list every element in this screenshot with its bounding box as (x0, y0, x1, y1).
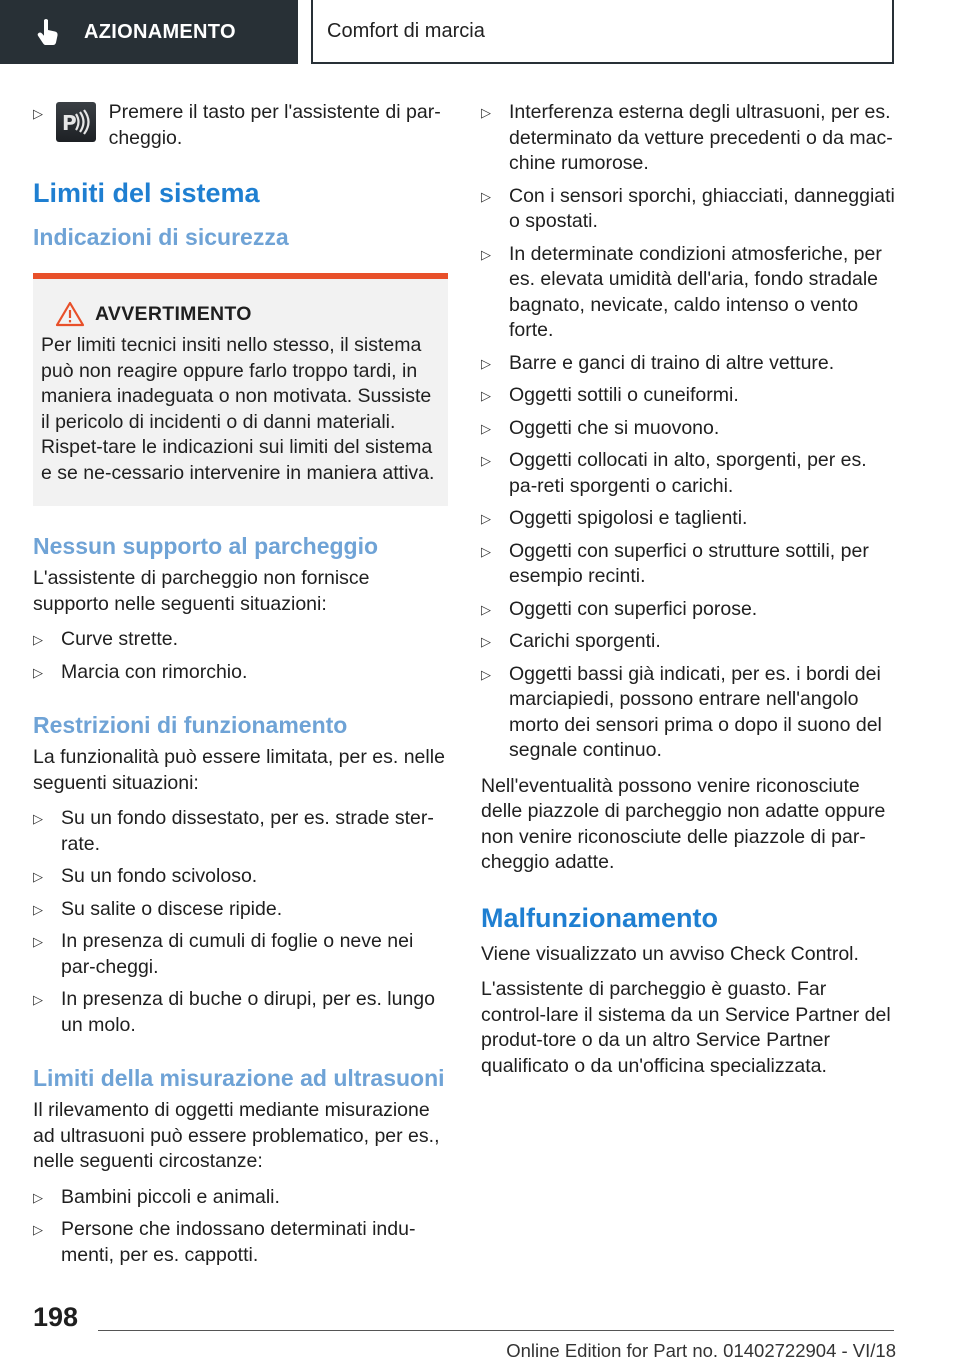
list-item: ▷ Oggetti collocati in alto, sporgenti, per es. pa-reti sporgenti o carichi. (481, 449, 867, 497)
ultrasound-list (33, 1185, 448, 1269)
warning-heading: AVVERTIMENTO (95, 302, 252, 325)
list-item-text: Premere il tasto per l'assistente di par-cheggio. (108, 101, 441, 149)
triangle-right-icon: ▷ (33, 106, 43, 121)
triangle-right-icon: ▷ (33, 811, 43, 826)
list-item: ▷ Con i sensori sporchi, ghiacciati, danneggiati o spostati. (481, 184, 895, 232)
triangle-right-icon: ▷ (481, 355, 491, 371)
triangle-right-icon: ▷ (481, 105, 491, 120)
list-item: ▷ Barre e ganci di traino di altre vetture. (481, 351, 835, 374)
malfunction-heading: Malfunzionamento (481, 902, 718, 933)
list-item: ▷ Marcia con rimorchio. (33, 660, 248, 683)
list-item: ▷ Interferenza esterna degli ultrasuoni, per es. determinato da vetture precedenti o da mac-chine rumorose. (481, 101, 893, 174)
chapter-title: Comfort di marcia (327, 19, 485, 42)
ultrasound-list-continued (481, 100, 895, 764)
list-item (33, 100, 448, 151)
list-item: ▷ Oggetti spigolosi e taglienti. (481, 507, 748, 529)
warning-box (33, 273, 448, 506)
triangle-right-icon: ▷ (481, 246, 491, 262)
triangle-right-icon: ▷ (33, 1189, 43, 1205)
triangle-right-icon: ▷ (481, 543, 491, 559)
malfunction-text-2: L'assistente di parcheggio è guasto. Far control-lare il sistema da un Service Partner del produt-tore o da un altro Service Partner qualificato o da un'officina specializzata. (481, 978, 891, 1077)
triangle-right-icon: ▷ (481, 511, 491, 526)
list-item: ▷ Curve strette. (33, 628, 179, 650)
after-list-text: Nell'eventualità possono venire riconosciute delle piazzole di parcheggio non adatte oppure non venire riconosciute delle piazzole di par-cheggio adatte. (481, 774, 886, 873)
triangle-right-icon: ▷ (481, 666, 491, 682)
malfunction-text-1: Viene visualizzato un avviso Check Control. (481, 942, 859, 965)
triangle-right-icon: ▷ (33, 934, 43, 949)
list-item: ▷ Su un fondo dissestato, per es. strade ster-rate. (33, 807, 434, 855)
list-item: ▷ Su salite o discese ripide. (33, 897, 283, 920)
warning-text: Per limiti tecnici insiti nello stesso, il sistema può non reagire oppure farlo troppo tardi, in maniera inadeguata o non motivata. Sussiste il pericolo di incidenti o di danni materiali. Rispet-tare le indicazioni sui limiti del sistema e se ne-cessario intervenire in maniera attiva. (41, 334, 435, 484)
list-item: ▷ Persone che indossano determinati indu-menti, per es. cappotti. (33, 1218, 416, 1266)
list-item: ▷ In presenza di buche o dirupi, per es. lungo un molo. (33, 988, 435, 1036)
list-item: ▷ In determinate condizioni atmosferiche, per es. elevata umidità dell'aria, fondo stradale bagnato, nevicate, caldo intenso o vento forte. (481, 242, 882, 341)
triangle-right-icon: ▷ (33, 664, 43, 680)
triangle-right-icon: ▷ (481, 453, 491, 468)
section-heading: Limiti del sistema (33, 178, 260, 208)
triangle-right-icon: ▷ (481, 388, 491, 403)
restrictions-heading: Restrizioni di funzionamento (33, 712, 348, 738)
footer-divider (98, 1330, 894, 1331)
section-tab (0, 0, 298, 64)
section-title: AZIONAMENTO (84, 20, 236, 43)
list-item: ▷ Su un fondo scivoloso. (33, 865, 258, 887)
ultrasound-intro: Il rilevamento di oggetti mediante misurazione ad ultrasuoni può essere problematico, per es., nelle seguenti circostanze: (33, 1099, 440, 1172)
list-item: ▷ Bambini piccoli e animali. (33, 1185, 280, 1208)
edition-info: Online Edition for Part no. 01402722904 - VI/18 (506, 1340, 896, 1361)
page-footer (0, 1292, 960, 1362)
list-item: ▷ Carichi sporgenti. (481, 630, 661, 652)
triangle-right-icon: ▷ (481, 188, 491, 204)
triangle-right-icon: ▷ (33, 1222, 43, 1237)
triangle-right-icon: ▷ (33, 901, 43, 917)
svg-text:P: P (61, 111, 77, 135)
triangle-right-icon: ▷ (481, 601, 491, 617)
triangle-right-icon: ▷ (33, 992, 43, 1007)
no-support-list (33, 627, 448, 685)
list-item: ▷ In presenza di cumuli di foglie o neve nei par-cheggi. (33, 930, 414, 978)
list-item: ▷ Oggetti sottili o cuneiformi. (481, 384, 739, 406)
restrictions-list (33, 806, 448, 1038)
sub-heading: Indicazioni di sicurezza (33, 224, 289, 250)
no-support-intro: L'assistente di parcheggio non fornisce supporto nelle seguenti situazioni: (33, 567, 370, 615)
left-column (33, 100, 448, 1278)
no-support-heading: Nessun supporto al parcheggio (33, 533, 379, 559)
warning-triangle-icon (55, 301, 85, 327)
list-item: ▷ Oggetti bassi già indicati, per es. i bordi dei marciapiedi, possono entrare nell'angolo morto dei sensori prima o dopo il suono del segnale continuo. (481, 662, 882, 761)
hand-pointer-icon (36, 18, 64, 46)
list-item: ▷ Oggetti che si muovono. (481, 416, 720, 439)
list-item: ▷ Oggetti con superfici o strutture sottili, per esempio recinti. (481, 539, 869, 587)
restrictions-intro: La funzionalità può essere limitata, per es. nelle seguenti situazioni: (33, 746, 445, 794)
triangle-right-icon: ▷ (33, 869, 43, 884)
ultrasound-heading: Limiti della misurazione ad ultrasuoni (33, 1065, 445, 1091)
triangle-right-icon: ▷ (481, 634, 491, 649)
page-number: 198 (33, 1302, 79, 1332)
triangle-right-icon: ▷ (481, 420, 491, 436)
triangle-right-icon: ▷ (33, 632, 43, 647)
list-item: ▷ Oggetti con superfici porose. (481, 597, 758, 620)
right-column (481, 100, 895, 1089)
park-distance-control-icon (56, 102, 96, 142)
chapter-tab (311, 0, 894, 64)
